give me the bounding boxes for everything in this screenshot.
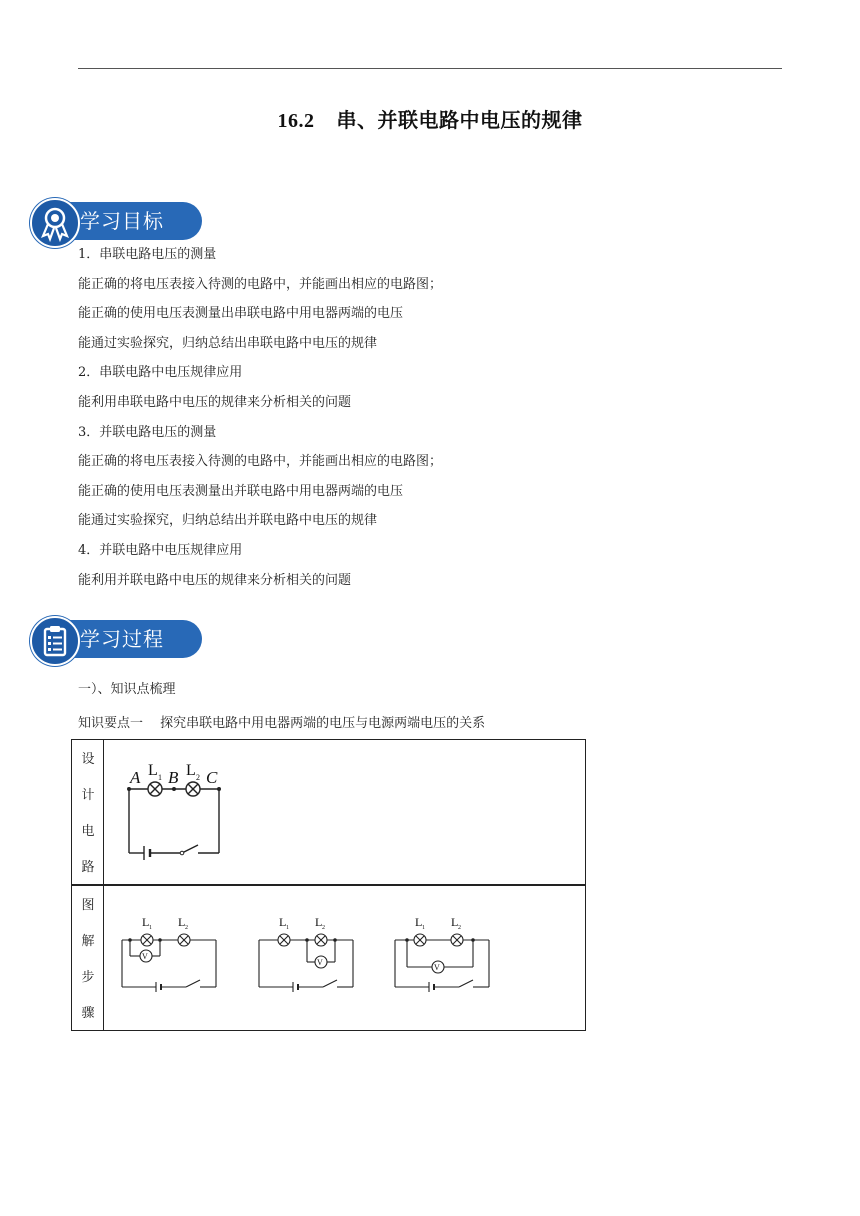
svg-text:L: L [451, 915, 459, 929]
svg-text:L: L [279, 915, 287, 929]
voltmeter-label: V [434, 963, 440, 972]
node-label-c: C [206, 768, 218, 787]
objective-item: 能利用并联电路中电压的规律来分析相关的问题 [78, 572, 352, 588]
section-number: 16.2 [277, 110, 315, 132]
lamp-sub-l1: 1 [158, 773, 162, 782]
objectives-list [78, 244, 778, 599]
objective-item: 能正确的使用电压表测量出并联电路中用电器两端的电压 [78, 483, 404, 499]
clipboard-icon [30, 616, 80, 666]
objective-item: 1．串联电路电压的测量 [78, 247, 217, 262]
objective-item: 2．串联电路中电压规律应用 [78, 365, 243, 381]
svg-text:2: 2 [185, 925, 188, 931]
step-circuit-2 [257, 912, 359, 994]
section-badge-process [30, 616, 202, 662]
svg-text:2: 2 [458, 925, 461, 931]
table-row-divider [72, 884, 585, 886]
process-subtitle: 一）、知识点梳理 [78, 682, 176, 697]
objective-item: 能正确的将电压表接入待测的电路中，并能画出相应的电路图； [78, 454, 443, 470]
step-circuit-1 [120, 912, 222, 994]
objective-item: 4．并联电路中电压规律应用 [78, 542, 243, 558]
experiment-table [71, 739, 586, 1031]
svg-text:L: L [142, 915, 150, 929]
objective-item: 能利用串联电路中电压的规律来分析相关的问题 [78, 394, 352, 410]
section-title: 串、并联电路中电压的规律 [336, 108, 583, 132]
objective-item: 能通过实验探究，归纳总结出并联电路中电压的规律 [78, 513, 378, 529]
row-label-steps: 图 解 步 骤 [81, 898, 95, 1021]
lamp-label-l2: L [186, 762, 196, 779]
section-label-process: 学习过程 [80, 627, 164, 651]
objective-item: 能正确的将电压表接入待测的电路中，并能画出相应的电路图； [78, 276, 443, 292]
svg-text:L: L [315, 915, 323, 929]
node-label-b: B [168, 768, 179, 787]
objective-item: 能正确的使用电压表测量出串联电路中用电器两端的电压 [78, 306, 404, 322]
header-rule [78, 68, 782, 69]
lamp-label-l1: L [148, 762, 158, 779]
award-ribbon-icon [30, 198, 80, 248]
lamp-sub-l2: 2 [196, 773, 200, 782]
series-circuit-diagram [122, 760, 232, 860]
section-badge-goals [30, 198, 202, 244]
voltmeter-label: V [317, 958, 323, 967]
section-label-goals: 学习目标 [80, 209, 164, 233]
knowledge-point-heading: 知识要点一 探究串联电路中用电器两端的电压与电源两端电压的关系 [78, 716, 486, 731]
voltmeter-label: V [142, 952, 148, 961]
objective-item: 能通过实验探究，归纳总结出串联电路中电压的规律 [78, 335, 378, 351]
objective-item: 3．并联电路电压的测量 [78, 424, 217, 440]
svg-text:L: L [178, 915, 186, 929]
svg-text:L: L [415, 915, 423, 929]
svg-text:1: 1 [422, 925, 425, 931]
node-label-a: A [130, 768, 141, 787]
svg-text:1: 1 [149, 925, 152, 931]
step-circuit-3 [393, 912, 495, 994]
svg-text:1: 1 [286, 925, 289, 931]
page-title [0, 104, 860, 133]
svg-text:2: 2 [322, 925, 325, 931]
row-label-design: 设 计 电 路 [81, 752, 95, 875]
